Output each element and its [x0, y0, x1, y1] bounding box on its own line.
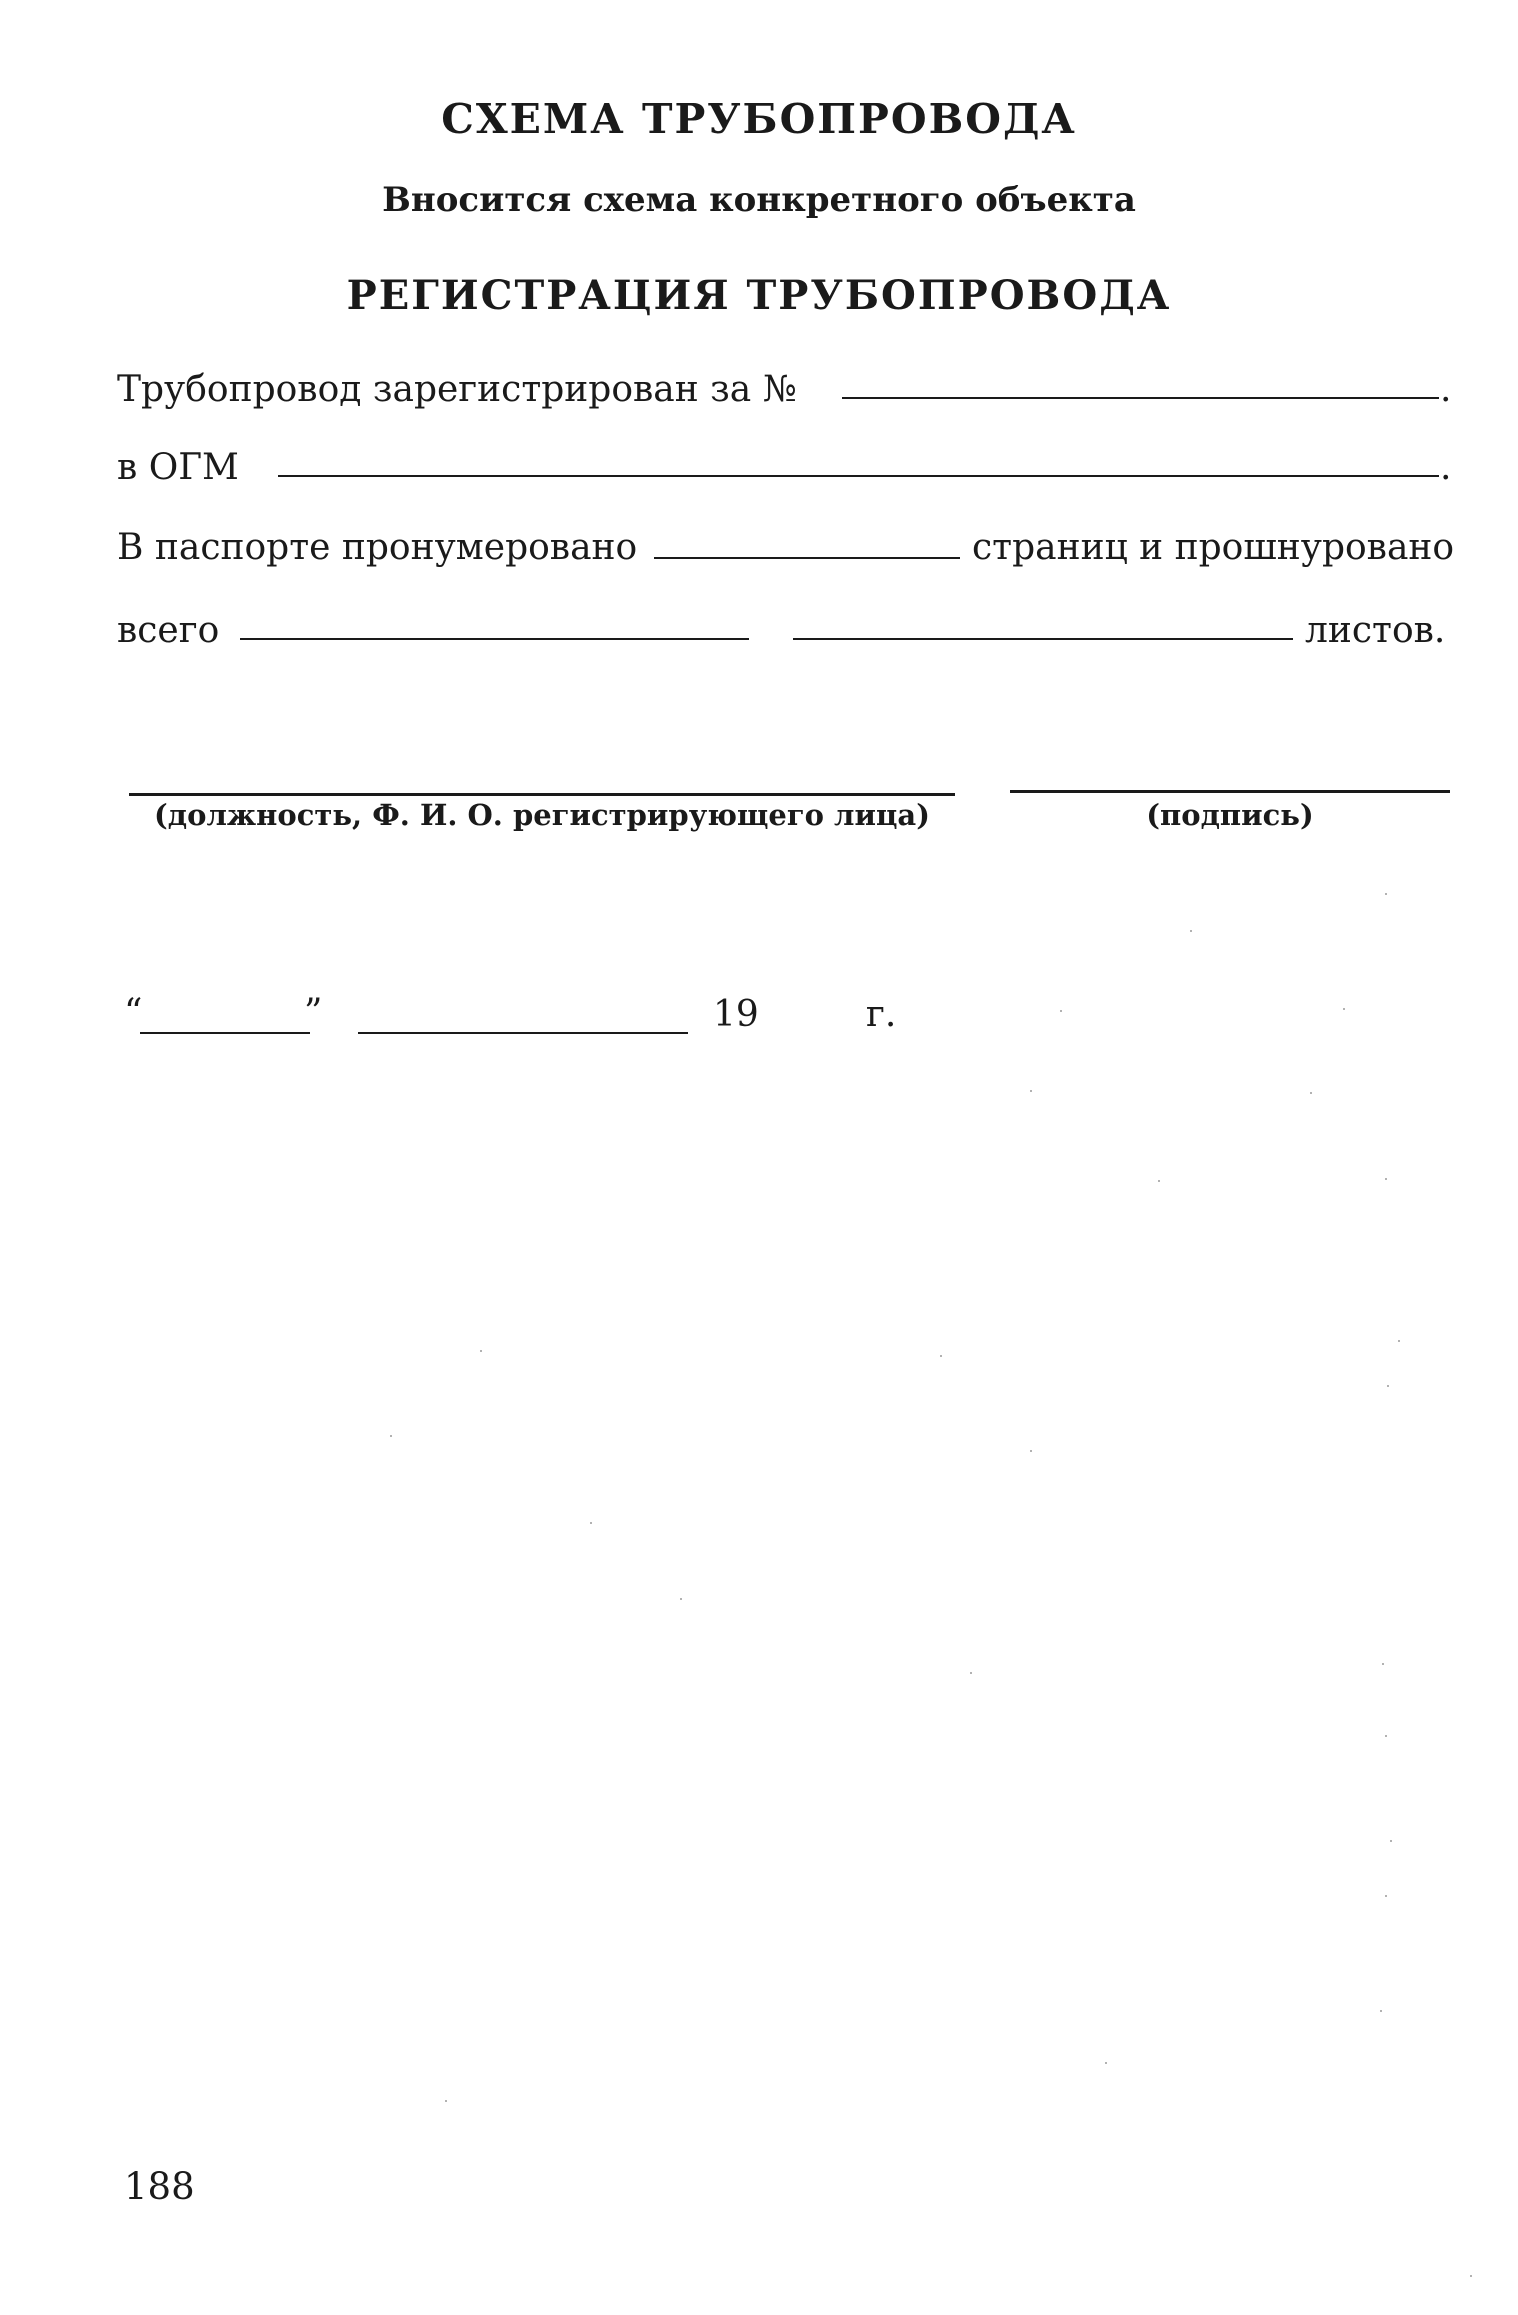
document-subtitle: Вносится схема конкретного объекта — [382, 180, 1136, 220]
document-title: СХЕМА ТРУБОПРОВОДА — [441, 95, 1077, 143]
year-prefix: 19 — [713, 994, 759, 1035]
section-title: РЕГИСТРАЦИЯ ТРУБОПРОВОДА — [346, 272, 1172, 319]
total-words-field — [793, 638, 1293, 640]
ogm-end: . — [1440, 447, 1452, 488]
sheets-label: листов. — [1305, 610, 1446, 651]
registered-end: . — [1440, 369, 1452, 410]
year-suffix: г. — [866, 994, 897, 1035]
pages-middle-text: страниц и прошнуровано — [972, 527, 1455, 568]
signature-line — [1010, 790, 1450, 793]
date-open-quote: “ — [124, 992, 143, 1033]
ogm-label: в ОГМ — [117, 447, 239, 488]
signature-caption: (подпись) — [1146, 798, 1314, 832]
position-name-caption: (должность, Ф. И. О. регистрирующего лица) — [154, 798, 930, 832]
month-field — [358, 1032, 688, 1034]
pages-count-field — [654, 557, 960, 559]
total-label: всего — [117, 610, 220, 651]
date-close-quote: ” — [304, 992, 323, 1033]
total-number-field — [240, 638, 749, 640]
registered-label: Трубопровод зарегистрирован за № — [117, 369, 797, 410]
position-name-line — [129, 793, 955, 796]
day-field — [140, 1032, 310, 1034]
registration-number-field — [842, 397, 1439, 399]
page-number: 188 — [124, 2165, 195, 2208]
pages-label: В паспорте пронумеровано — [117, 527, 638, 568]
ogm-field — [278, 475, 1439, 477]
